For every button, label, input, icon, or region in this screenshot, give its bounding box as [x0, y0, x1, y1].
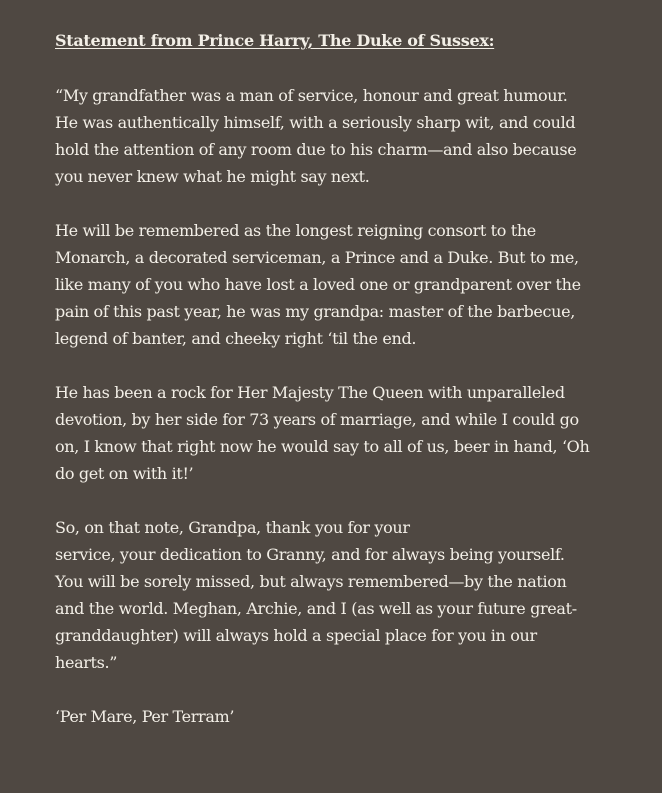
paragraph-line: pain of this past year, he was my grandpa: master of the barbecue,: [55, 302, 575, 321]
statement-body: [55, 29, 635, 757]
paragraph-line: devotion, by her side for 73 years of marriage, and while I could go: [55, 410, 579, 429]
paragraph-line: hold the attention of any room due to his charm—and also because: [55, 140, 577, 159]
paragraph-line: granddaughter) will always hold a special place for you in our: [55, 626, 537, 645]
paragraph-line: do get on with it!’: [55, 464, 194, 483]
paragraph-line: legend of banter, and cheeky right ‘til the end.: [55, 329, 417, 348]
paragraph-line: like many of you who have lost a loved one or grandparent over the: [55, 275, 581, 294]
paragraph-line: He will be remembered as the longest reigning consort to the: [55, 221, 536, 240]
statement-paragraph-3: [55, 379, 635, 487]
closing-motto-text: ‘Per Mare, Per Terram’: [55, 707, 235, 726]
paragraph-line: on, I know that right now he would say to all of us, beer in hand, ‘Oh: [55, 437, 590, 456]
paragraph-line: “My grandfather was a man of service, honour and great humour.: [55, 86, 568, 105]
paragraph-line: you never knew what he might say next.: [55, 167, 370, 186]
paragraph-line: So, on that note, Grandpa, thank you for your: [55, 518, 410, 537]
paragraph-line: He was authentically himself, with a seriously sharp wit, and could: [55, 113, 576, 132]
closing-motto: [55, 703, 635, 730]
statement-paragraph-2: [55, 217, 635, 352]
paragraph-line: Monarch, a decorated serviceman, a Prince and a Duke. But to me,: [55, 248, 579, 267]
paragraph-line: hearts.”: [55, 653, 118, 672]
statement-heading: Statement from Prince Harry, The Duke of Sussex:: [55, 31, 495, 50]
paragraph-line: and the world. Meghan, Archie, and I (as well as your future great-: [55, 599, 577, 618]
statement-paragraph-1: [55, 82, 635, 190]
paragraph-line: He has been a rock for Her Majesty The Queen with unparalleled: [55, 383, 565, 402]
paragraph-line: service, your dedication to Granny, and for always being yourself.: [55, 545, 565, 564]
statement-paragraph-4: [55, 514, 635, 676]
paragraph-line: You will be sorely missed, but always remembered—by the nation: [55, 572, 567, 591]
